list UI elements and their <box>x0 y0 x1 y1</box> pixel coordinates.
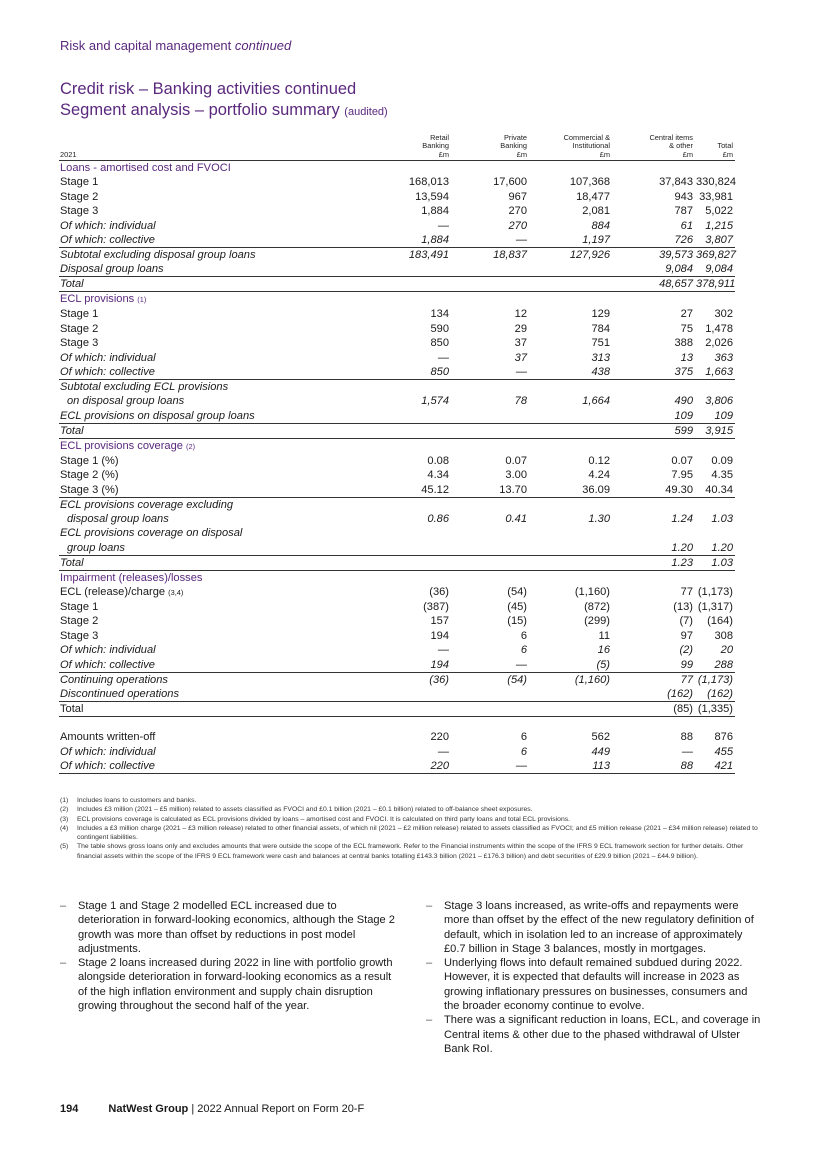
table-row: Of which: individual — 6 449 — 455 <box>60 745 733 758</box>
title-line-1: Credit risk – Banking activities continued <box>60 80 357 98</box>
table-row: Stage 3 (%) 45.12 13.70 36.09 49.30 40.34 <box>60 483 733 496</box>
table-row-total: Total 599 3,915 <box>60 424 733 437</box>
table-row-total: Total (85) (1,335) <box>60 702 733 715</box>
portfolio-summary-table <box>59 134 735 774</box>
section-heading-ecl: ECL provisions (1) <box>60 293 147 306</box>
page-number: 194 <box>60 1103 79 1115</box>
table-row: Of which: individual — 270 884 61 1,215 <box>60 219 733 232</box>
section-heading-impairment: Impairment (releases)/losses <box>60 571 203 584</box>
list-item: – Underlying flows into default remained subdued during 2022. However, it is expected that defaults will increase in 2023 as growing inflationary pressures on businesses, consumers and the broader economy continue to evolve. <box>426 957 748 1013</box>
col-header-retail: Retail Banking £m <box>422 133 449 159</box>
table-row: Continuing operations (36) (54) (1,160) 77 (1,173) <box>60 673 733 686</box>
table-header-row <box>59 134 735 161</box>
year-header: 2021 <box>60 149 77 159</box>
dash-icon: – <box>426 957 433 970</box>
col-header-commercial: Commercial & Institutional £m <box>563 133 610 159</box>
table-row: Stage 2 13,594 967 18,477 943 33,981 <box>60 190 733 203</box>
page-footer <box>60 1103 364 1115</box>
spacer-row <box>59 716 735 730</box>
table-row: Stage 3 850 37 751 388 2,026 <box>60 337 733 350</box>
table-row: Stage 2 157 (15) (299) (7) (164) <box>60 615 733 628</box>
running-head-continued: continued <box>234 38 292 53</box>
table-row: ECL provisions coverage excluding <box>60 498 234 511</box>
footnote: (3) ECL provisions coverage is calculated as ECL provisions divided by loans – amortised cost and FVOCI. It is calculated on third party loans and total ECL provisions. <box>60 815 571 823</box>
footer-separator: | <box>191 1103 195 1115</box>
table-row: Of which: individual — 6 16 (2) 20 <box>60 644 733 657</box>
table-row: Stage 2 (%) 4.34 3.00 4.24 7.95 4.35 <box>60 469 733 482</box>
table-row: Stage 1 (387) (45) (872) (13) (1,317) <box>60 600 733 613</box>
footnote: (2) Includes £3 million (2021 – £5 million) related to assets classified as FVOCI and £0.1 billion (2021 – £0.1 billion) related to off-balance sheet exposures. <box>60 806 533 814</box>
table-row: Of which: collective 850 — 438 375 1,663 <box>60 366 733 379</box>
table-row: Discontinued operations (162) (162) <box>60 687 733 700</box>
dash-icon: – <box>60 900 67 912</box>
table-row: Stage 1 168,013 17,600 107,368 37,843 330,824 <box>60 176 737 189</box>
list-item: – Stage 1 and Stage 2 modelled ECL increased due to deterioration in forward-looking economics, although the Stage 2 growth was more than offset by reductions in post model adjustments. <box>60 900 395 955</box>
running-head-section: Risk and capital management <box>60 38 232 53</box>
running-head <box>60 38 291 53</box>
list-item: – Stage 2 loans increased during 2022 in line with portfolio growth alongside deterioration in forward-looking economics as a result of the high inflation environment and supply chain disruption growing throughout the second half of the year. <box>60 957 393 1013</box>
section-heading-coverage: ECL provisions coverage (2) <box>60 439 196 452</box>
table-row: ECL provisions coverage on disposal <box>60 527 243 540</box>
table-row-subtotal: on disposal group loans 1,574 78 1,664 490 3,806 <box>67 395 733 408</box>
footer-brand: NatWest Group <box>108 1103 189 1115</box>
page-title <box>60 79 388 123</box>
table-row: Stage 3 1,884 270 2,081 787 5,022 <box>60 205 733 218</box>
table-row: Stage 1 (%) 0.08 0.07 0.12 0.07 0.09 <box>60 454 733 467</box>
table-row-subtotal: Subtotal excluding disposal group loans 183,491 18,837 127,926 39,573 369,827 <box>60 249 737 262</box>
table-row: Of which: collective 1,884 — 1,197 726 3,807 <box>60 234 733 247</box>
portfolio-table <box>59 134 735 774</box>
table-row: Of which: collective 220 — 113 88 421 <box>60 760 733 773</box>
table-row: Subtotal excluding ECL provisions <box>60 381 229 394</box>
col-header-total: Total £m <box>717 141 733 159</box>
dash-icon: – <box>60 957 67 970</box>
table-row: ECL (release)/charge (3,4) (36) (54) (1,160) 77 (1,173) <box>60 585 733 599</box>
table-row: Amounts written-off 220 6 562 88 876 <box>60 731 733 744</box>
audited-label: (audited) <box>344 106 388 118</box>
footnote: (1) Includes loans to customers and banks. <box>60 797 197 804</box>
col-header-private: Private Banking £m <box>500 133 527 159</box>
footnote: (4) Includes a £3 million charge (2021 – £3 million release) related to other financial assets, of which nil (2021 – £2 million release) related to assets classified as FVOCI; and £5 million release (2021 – £34 million release) related to contingent liabilities. <box>60 824 758 842</box>
table-row: Stage 1 134 12 129 27 302 <box>60 308 733 321</box>
table-row: Of which: individual — 37 313 13 363 <box>60 351 733 364</box>
table-row: ECL provisions on disposal group loans 109 109 <box>60 409 733 422</box>
col-header-central: Central items & other £m <box>649 133 693 159</box>
commentary-right <box>426 899 761 1056</box>
section-heading-loans: Loans - amortised cost and FVOCI <box>60 162 231 175</box>
table-row-total: Total 48,657 378,911 <box>60 278 736 291</box>
dash-icon: – <box>426 900 433 912</box>
table-row: Of which: collective 194 — (5) 99 288 <box>60 658 733 671</box>
list-item: – There was a significant reduction in loans, ECL, and coverage in Central items & other due to the phased withdrawal of Ulster Bank RoI. <box>426 1014 761 1055</box>
title-line-2 <box>60 100 388 123</box>
table-row: Stage 3 194 6 11 97 308 <box>60 629 733 642</box>
table-row: Stage 2 590 29 784 75 1,478 <box>60 322 733 335</box>
footer-doc: 2022 Annual Report on Form 20-F <box>197 1103 365 1115</box>
footnotes <box>60 796 760 861</box>
title-line-2-text: Segment analysis – portfolio summary <box>60 101 340 119</box>
footnote: (5) The table shows gross loans only and excludes amounts that were outside the scope of the ECL framework. Refer to the Financial instruments within the scope of the IFRS 9 ECL framework section for further details. Other financial assets within the scope of the IFRS 9 ECL framework were cash and balances at central banks totalling £143.3 billion (2021 – £176.3 billion) and debt securities of £29.9 billion (2021 – £44.9 billion). <box>60 843 744 860</box>
dash-icon: – <box>426 1014 433 1027</box>
table-row: Disposal group loans 9,084 9,084 <box>60 263 733 276</box>
table-row: group loans 1.20 1.20 <box>59 541 735 556</box>
table-row: disposal group loans 0.86 0.41 1.30 1.24 1.03 <box>67 512 733 525</box>
list-item: – Stage 3 loans increased, as write-offs and repayments were more than offset by the effect of the new regulatory definition of default, which in isolation led to an increase of approximately £0.7 billion in Stage 3 balances, mostly in mortgages. <box>426 900 754 955</box>
table-row-total: Total 1.23 1.03 <box>60 556 733 569</box>
commentary-left <box>60 899 400 1013</box>
